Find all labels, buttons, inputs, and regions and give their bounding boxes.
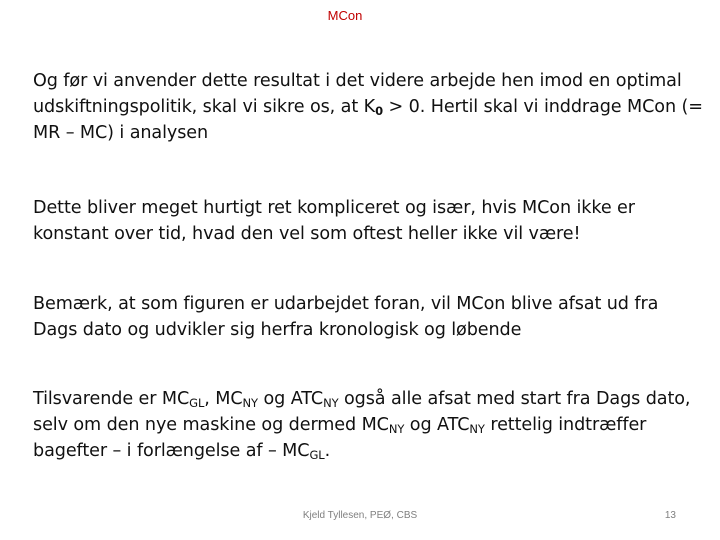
paragraph-4-subscript-4: NY	[388, 422, 405, 436]
paragraph-1-text-1: Og før vi anvender dette resultat i det videre arbejde hen imod en optimal udskiftningspolitik, skal vi sikre os, at K	[33, 71, 682, 117]
paragraph-4-text-6: rettelig indtræffer bagefter – i forlængelse af – MC	[33, 415, 647, 461]
paragraph-1-text-2: > 0. Hertil skal vi inddrage MCon (= MR – MC) i analysen	[33, 97, 703, 143]
paragraph-4-text-7: .	[324, 441, 331, 461]
paragraph-4-text-4: også alle afsat med start fra Dags dato, selv om den nye maskine og dermed MC	[33, 389, 691, 435]
paragraph-4-subscript-3: NY	[323, 396, 339, 410]
paragraph-3: Bemærk, at som figuren er udarbejdet foran, vil MCon blive afsat ud fra Dags dato og udvikler sig herfra kronologisk og løbende	[33, 294, 659, 340]
paragraph-4-subscript-6: GL	[309, 448, 325, 462]
paragraph-1-subscript-1: 0	[375, 104, 383, 118]
footer-page-number: 13	[664, 510, 676, 521]
paragraph-4-text-1: Tilsvarende er MC	[33, 389, 190, 409]
paragraph-4-subscript-5: NY	[469, 422, 485, 436]
paragraph-4-text-2: , MC	[204, 389, 243, 409]
paragraph-1	[33, 68, 703, 146]
paragraph-4-text-5: og ATC	[404, 415, 470, 435]
paragraph-4-subscript-2: NY	[242, 396, 258, 410]
paragraph-4	[33, 386, 703, 464]
paragraph-4-subscript-1: GL	[189, 396, 205, 410]
slide-title: MCon	[327, 8, 363, 23]
paragraph-4-text-3: og ATC	[257, 389, 324, 409]
footer-author: Kjeld Tyllesen, PEØ, CBS	[302, 510, 418, 521]
paragraph-2: Dette bliver meget hurtigt ret kompliceret og især, hvis MCon ikke er konstant over tid, hvad den vel som oftest heller ikke vil være!	[33, 198, 635, 244]
